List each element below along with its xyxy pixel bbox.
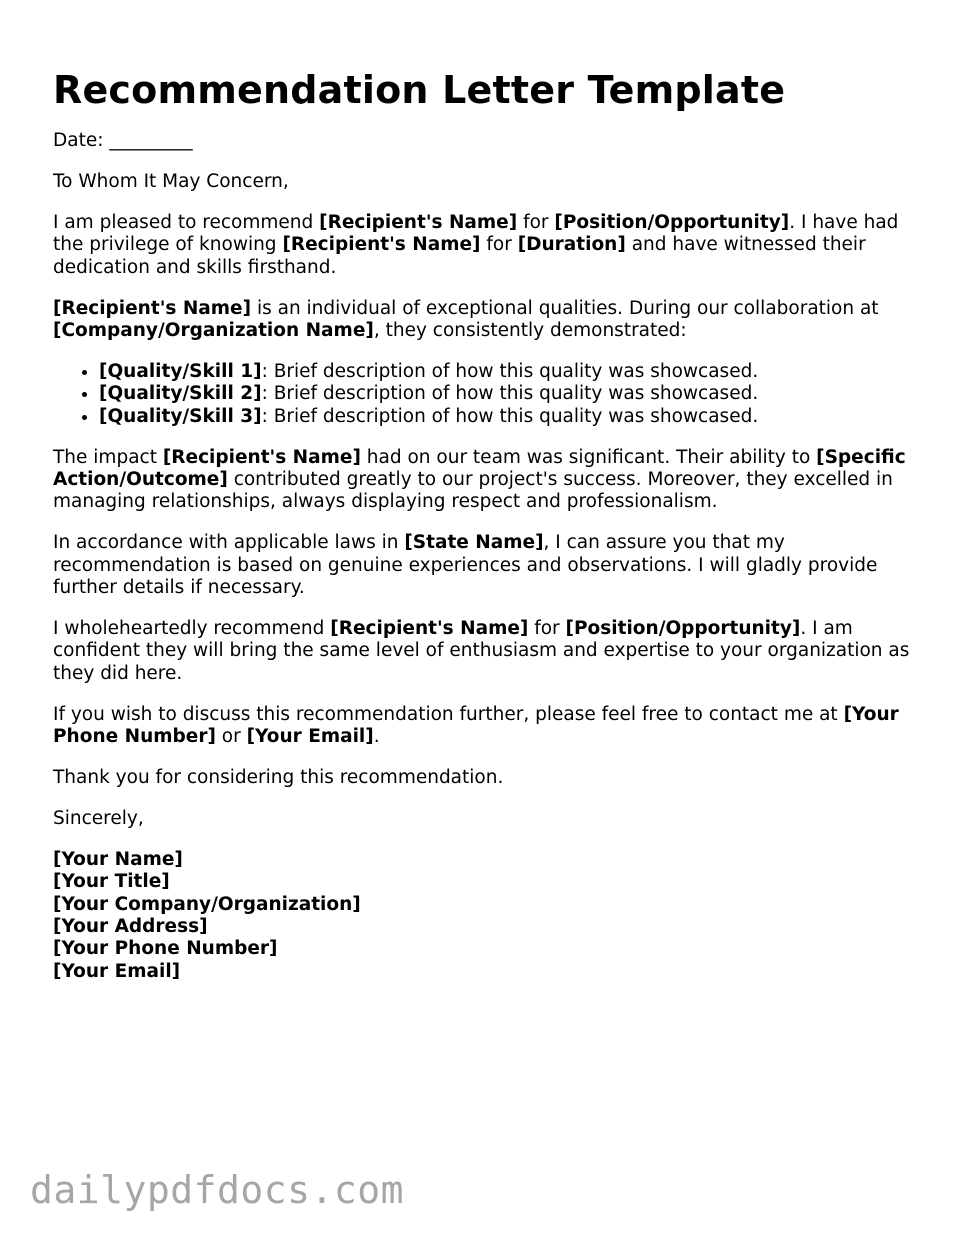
signature-company: [Your Company/Organization] bbox=[53, 893, 361, 915]
placeholder-recipient-name: [Recipient's Name] bbox=[282, 234, 481, 256]
placeholder-recipient-name: [Recipient's Name] bbox=[319, 211, 518, 233]
signature-phone: [Your Phone Number] bbox=[53, 938, 278, 960]
legal-paragraph: In accordance with applicable laws in [State Name], I can assure you that my recommendation is based on genuine experiences and observations. I will gladly provide further details if necessary. bbox=[53, 532, 878, 599]
placeholder-recipient-name: [Recipient's Name] bbox=[53, 297, 252, 319]
list-item: • [Quality/Skill 2]: Brief description of how this quality was showcased. bbox=[99, 383, 913, 405]
page-title: Recommendation Letter Template bbox=[53, 68, 786, 112]
letter-page bbox=[53, 62, 913, 983]
placeholder-email: [Your Email] bbox=[246, 726, 374, 748]
placeholder-specific-action: [Specific Action/Outcome] bbox=[53, 446, 906, 490]
signature-block bbox=[53, 849, 913, 983]
placeholder-position: [Position/Opportunity] bbox=[554, 211, 790, 233]
signature-address: [Your Address] bbox=[53, 916, 208, 938]
impact-paragraph: The impact [Recipient's Name] had on our team was significant. Their ability to [Specific Action/Outcome] contributed greatly to our project's success. Moreover, they excelled in managing relationships, always displaying respect and professionalism. bbox=[53, 446, 906, 513]
contact-paragraph: If you wish to discuss this recommendation further, please feel free to contact me at [Your Phone Number] or [Your Email]. bbox=[53, 703, 899, 748]
placeholder-position: [Position/Opportunity] bbox=[565, 618, 801, 639]
placeholder-recipient-name: [Recipient's Name] bbox=[162, 446, 361, 468]
watermark: dailypdfdocs.com bbox=[30, 1168, 405, 1212]
placeholder-recipient-name: [Recipient's Name] bbox=[330, 618, 529, 639]
placeholder-state-name: [State Name] bbox=[404, 532, 544, 554]
signature-email: [Your Email] bbox=[53, 960, 181, 982]
placeholder-company: [Company/Organization Name] bbox=[53, 319, 374, 341]
signature-title: [Your Title] bbox=[53, 871, 170, 893]
placeholder-phone: [Your Phone Number] bbox=[53, 703, 899, 748]
list-item: • [Quality/Skill 3]: Brief description of how this quality was showcased. bbox=[99, 406, 913, 428]
list-item: • [Quality/Skill 1]: Brief description of how this quality was showcased. bbox=[99, 361, 913, 383]
closing-line: Sincerely, bbox=[53, 807, 144, 829]
qualities-paragraph: [Recipient's Name] is an individual of exceptional qualities. During our collaboration at [Company/Organization Name], they consistently demonstrated: bbox=[53, 297, 879, 341]
qualities-list bbox=[53, 361, 913, 428]
intro-paragraph: I am pleased to recommend [Recipient's Name] for [Position/Opportunity]. I have had the privilege of knowing [Recipient's Name] for [Duration] and have witnessed their dedication and skills firsthand. bbox=[53, 211, 899, 278]
thanks-line: Thank you for considering this recommendation. bbox=[53, 767, 504, 789]
date-line: Date: _________ bbox=[53, 130, 193, 151]
signature-name: [Your Name] bbox=[53, 848, 183, 870]
salutation: To Whom It May Concern, bbox=[53, 170, 289, 192]
recommend-paragraph: I wholeheartedly recommend [Recipient's Name] for [Position/Opportunity]. I am confident they will bring the same level of enthusiasm and expertise to your organization as they did here. bbox=[53, 618, 910, 684]
placeholder-duration: [Duration] bbox=[517, 234, 626, 256]
